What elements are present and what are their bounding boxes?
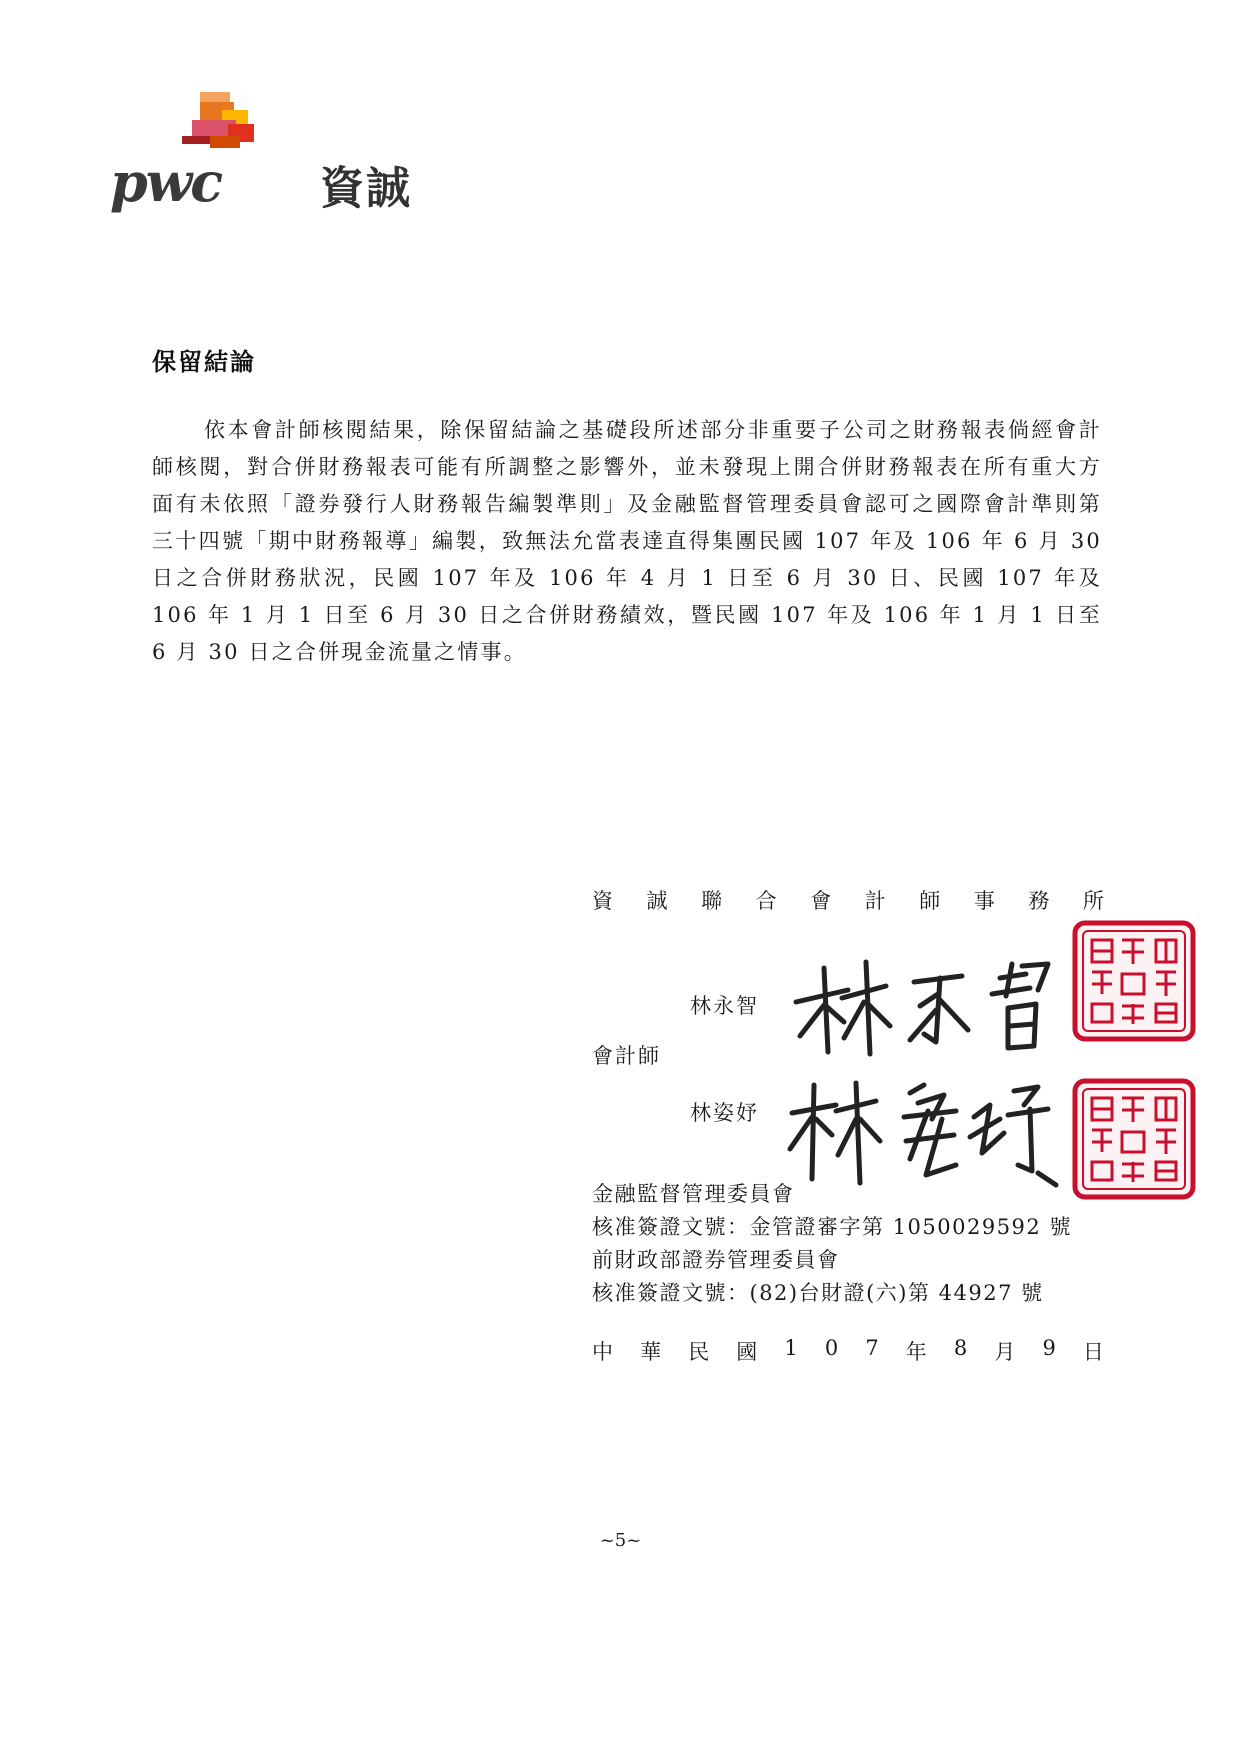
- section-heading: 保留結論: [152, 348, 256, 376]
- page-number: ~5~: [599, 1530, 642, 1551]
- firm-name-char: 師: [919, 889, 941, 913]
- date-char: 0: [824, 1336, 839, 1360]
- date-char: 年: [905, 1340, 927, 1364]
- qualified-conclusion-text: 依本會計師核閱結果，除保留結論之基礎段所述部分非重要子公司之財務報表倘經會計師核閱，對合併財務報表可能有所調整之影響外，並未發現上開合併財務報表在所有重大方面有未依照「證券發行人財務報告編製準則」及金融監督管理委員會認可之國際會計準則第三十四號「期中財務報導」編製，致無法允當表達直得集團民國 107 年及 106 年 6 月 30 日之合併財務狀況，民國 107 年及 106 年 4 月 1 日至 6 月 30 日、民國 107 年及 106 年 1 月 1 日至 6 月 30 日之合併財務績效，暨民國 107 年及 106 年 1 月 1 日至 6 月 30 日之合併現金流量之情事。: [152, 418, 1102, 664]
- firm-short-name: 資誠: [320, 163, 412, 214]
- former-approval-number: 核准簽證文號：(82)台財證(六)第 44927 號: [592, 1281, 1044, 1305]
- regulator-name: 金融監督管理委員會: [592, 1182, 795, 1206]
- logo-wordmark: pwc: [110, 150, 222, 214]
- firm-seal-stamp: [1072, 920, 1196, 1042]
- firm-name-char: 誠: [646, 889, 668, 913]
- cpa1-handwritten-signature: [786, 950, 1066, 1065]
- firm-seal-stamp: [1072, 1078, 1196, 1200]
- firm-name-char: 務: [1028, 889, 1050, 913]
- date-char: 8: [953, 1336, 968, 1360]
- report-date: [592, 1336, 1104, 1366]
- firm-full-name: [592, 885, 1104, 915]
- approval-number: 核准簽證文號：金管證審字第 1050029592 號: [592, 1215, 1072, 1239]
- logo-color-blocks: [182, 92, 272, 154]
- firm-name-char: 會: [810, 889, 832, 913]
- firm-name-char: 所: [1082, 889, 1104, 913]
- date-char: 月: [994, 1340, 1016, 1364]
- cpa1-name: 林永智: [690, 994, 759, 1018]
- firm-name-char: 合: [755, 889, 777, 913]
- firm-name-char: 聯: [701, 889, 723, 913]
- firm-name-char: 事: [973, 889, 995, 913]
- date-char: 7: [865, 1336, 879, 1360]
- date-char: 中: [592, 1340, 613, 1364]
- firm-name-char: 資: [592, 889, 613, 913]
- date-char: 9: [1042, 1336, 1056, 1360]
- pwc-logo: [110, 92, 440, 222]
- cpa2-name: 林姿妤: [690, 1101, 759, 1125]
- date-char: 國: [736, 1340, 758, 1364]
- date-char: 民: [688, 1340, 710, 1364]
- date-char: 日: [1082, 1340, 1104, 1364]
- former-regulator-name: 前財政部證券管理委員會: [592, 1248, 840, 1272]
- cpa2-handwritten-signature: [786, 1075, 1066, 1195]
- date-char: 1: [784, 1336, 798, 1360]
- registration-info: [592, 1178, 1072, 1310]
- date-char: 華: [640, 1340, 662, 1364]
- cpa-label: 會計師: [592, 1044, 661, 1068]
- firm-name-char: 計: [864, 889, 886, 913]
